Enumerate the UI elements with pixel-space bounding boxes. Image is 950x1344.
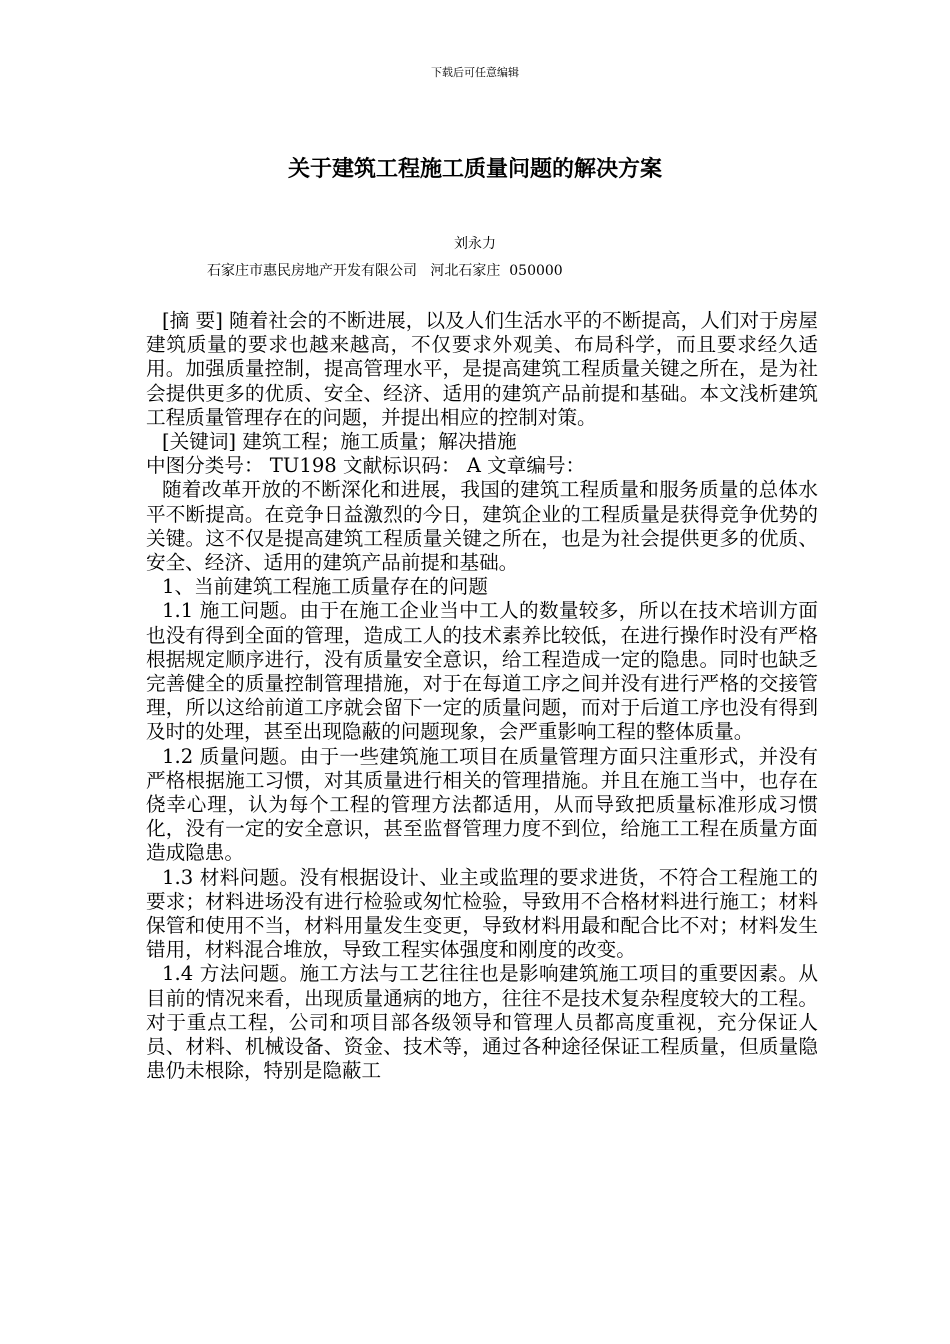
body-text bbox=[146, 309, 818, 1084]
intro-paragraph: 随着改革开放的不断深化和进展，我国的建筑工程质量和服务质量的总体水平不断提高。在竞争日益激烈的今日，建筑企业的工程质量是获得竞争优势的关键。这不仅是提高建筑工程质量关键之所在，也是为社会提供更多的优质、安全、经济、适用的建筑产品前提和基础。 bbox=[146, 478, 818, 575]
author-affiliation: 石家庄市惠民房地产开发有限公司 河北石家庄 050000 bbox=[207, 263, 563, 279]
paragraph-1-3: 1.3 材料问题。没有根据设计、业主或监理的要求进货，不符合工程施工的要求；材料进场没有进行检验或匆忙检验，导致用不合格材料进行施工；材料保管和使用不当，材料用量发生变更，导致材料用最和配合比不对；材料发生错用，材料混合堆放，导致工程实体强度和刚度的改变。 bbox=[146, 865, 818, 962]
keywords-line: [关键词] 建筑工程；施工质量；解决措施 bbox=[162, 430, 517, 454]
paragraph-1-1: 1.1 施工问题。由于在施工企业当中工人的数量较多，所以在技术培训方面也没有得到全面的管理，造成工人的技术素养比较低，在进行操作时没有严格根据规定顺序进行，没有质量安全意识，给工程造成一定的隐患。同时也缺乏完善健全的质量控制管理措施，对于在每道工序之间并没有进行严格的交接管理，所以这给前道工序就会留下一定的质量问题，而对于后道工序也没有得到及时的处理，甚至出现隐蔽的问题现象，会严重影响工程的整体质量。 bbox=[146, 599, 818, 744]
abstract-paragraph: [摘 要] 随着社会的不断进展，以及人们生活水平的不断提高，人们对于房屋建筑质量的要求也越来越高，不仅要求外观美、布局科学，而且要求经久适用。加强质量控制，提高管理水平，是提高建筑工程质量关键之所在，是为社会提供更多的优质、安全、经济、适用的建筑产品前提和基础。本文浅析建筑工程质量管理存在的问题，并提出相应的控制对策。 bbox=[146, 309, 818, 429]
paragraph-1-2: 1.2 质量问题。由于一些建筑施工项目在质量管理方面只注重形式，并没有严格根据施工习惯，对其质量进行相关的管理措施。并且在施工当中，也存在侥幸心理，认为每个工程的管理方法都适用，从而导致把质量标准形成习惯化，没有一定的安全意识，甚至监督管理力度不到位，给施工工程在质量方面造成隐患。 bbox=[146, 744, 818, 865]
paragraph-1-4: 1.4 方法问题。施工方法与工艺往往也是影响建筑施工项目的重要因素。从目前的情况来看，出现质量通病的地方，往往不是技术复杂程度较大的工程。对于重点工程，公司和项目部各级领导和管理人员都高度重视，充分保证人员、材料、机械设备、资金、技术等，通过各种途径保证工程质量，但质量隐患仍未根除，特别是隐蔽工 bbox=[146, 962, 818, 1083]
author-name: 刘永力 bbox=[454, 236, 496, 252]
document-title: 关于建筑工程施工质量问题的解决方案 bbox=[287, 157, 662, 182]
section-heading: 1、当前建筑工程施工质量存在的问题 bbox=[162, 575, 488, 599]
classification-line: 中图分类号： TU198 文献标识码： A 文章编号： bbox=[146, 454, 586, 478]
header-note: 下载后可任意编辑 bbox=[431, 66, 519, 79]
